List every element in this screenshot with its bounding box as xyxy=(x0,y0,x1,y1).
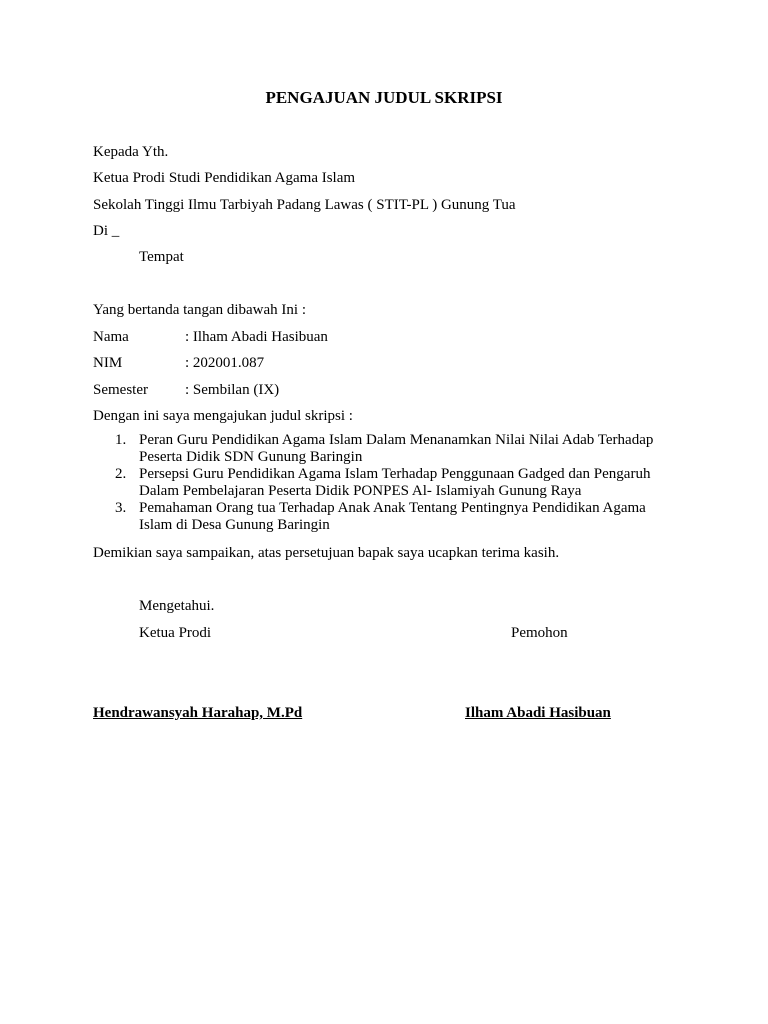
list-item-line-1: Persepsi Guru Pendidikan Agama Islam Terhadap Penggunaan Gadged dan Pengaruh xyxy=(139,466,651,482)
list-item-number: 2. xyxy=(115,466,127,482)
closing-text: Demikian saya sampaikan, atas persetujuan bapak saya ucapkan terima kasih. xyxy=(93,545,560,561)
list-item-number: 1. xyxy=(115,432,127,448)
recipient-place: Tempat xyxy=(139,249,184,265)
list-item-line-1: Peran Guru Pendidikan Agama Islam Dalam Menanamkan Nilai Nilai Adab Terhadap xyxy=(139,432,654,448)
semester-label: Semester xyxy=(93,382,148,398)
right-signer-role: Pemohon xyxy=(511,625,568,641)
right-signer-name: Ilham Abadi Hasibuan xyxy=(465,705,611,721)
list-item-line-2: Peserta Didik SDN Gunung Baringin xyxy=(139,449,363,465)
list-item-line-2: Islam di Desa Gunung Baringin xyxy=(139,517,330,533)
semester-value: : Sembilan (IX) xyxy=(185,382,280,398)
document-title: PENGAJUAN JUDUL SKRIPSI xyxy=(265,88,503,107)
acknowledged-label: Mengetahui. xyxy=(139,598,215,614)
recipient-salutation: Kepada Yth. xyxy=(93,144,169,160)
nim-value: : 202001.087 xyxy=(185,355,265,371)
proposal-list xyxy=(93,432,693,534)
recipient-line-2: Sekolah Tinggi Ilmu Tarbiyah Padang Lawas ( STIT-PL ) Gunung Tua xyxy=(93,197,516,213)
name-value: : Ilham Abadi Hasibuan xyxy=(185,329,328,345)
list-item-number: 3. xyxy=(115,500,127,516)
proposal-intro: Dengan ini saya mengajukan judul skripsi : xyxy=(93,408,353,424)
list-item-line-2: Dalam Pembelajaran Peserta Didik PONPES Al- Islamiyah Gunung Raya xyxy=(139,483,582,499)
intro-text: Yang bertanda tangan dibawah Ini : xyxy=(93,302,307,318)
recipient-line-1: Ketua Prodi Studi Pendidikan Agama Islam xyxy=(93,170,356,186)
list-item xyxy=(93,500,693,534)
list-item-line-1: Pemahaman Orang tua Terhadap Anak Anak Tentang Pentingnya Pendidikan Agama xyxy=(139,500,646,516)
recipient-line-3: Di _ xyxy=(93,223,120,239)
left-signer-name: Hendrawansyah Harahap, M.Pd xyxy=(93,705,303,721)
list-item xyxy=(93,432,693,466)
list-item xyxy=(93,466,693,500)
name-label: Nama xyxy=(93,329,129,345)
nim-label: NIM xyxy=(93,355,123,371)
left-signer-role: Ketua Prodi xyxy=(139,625,212,641)
